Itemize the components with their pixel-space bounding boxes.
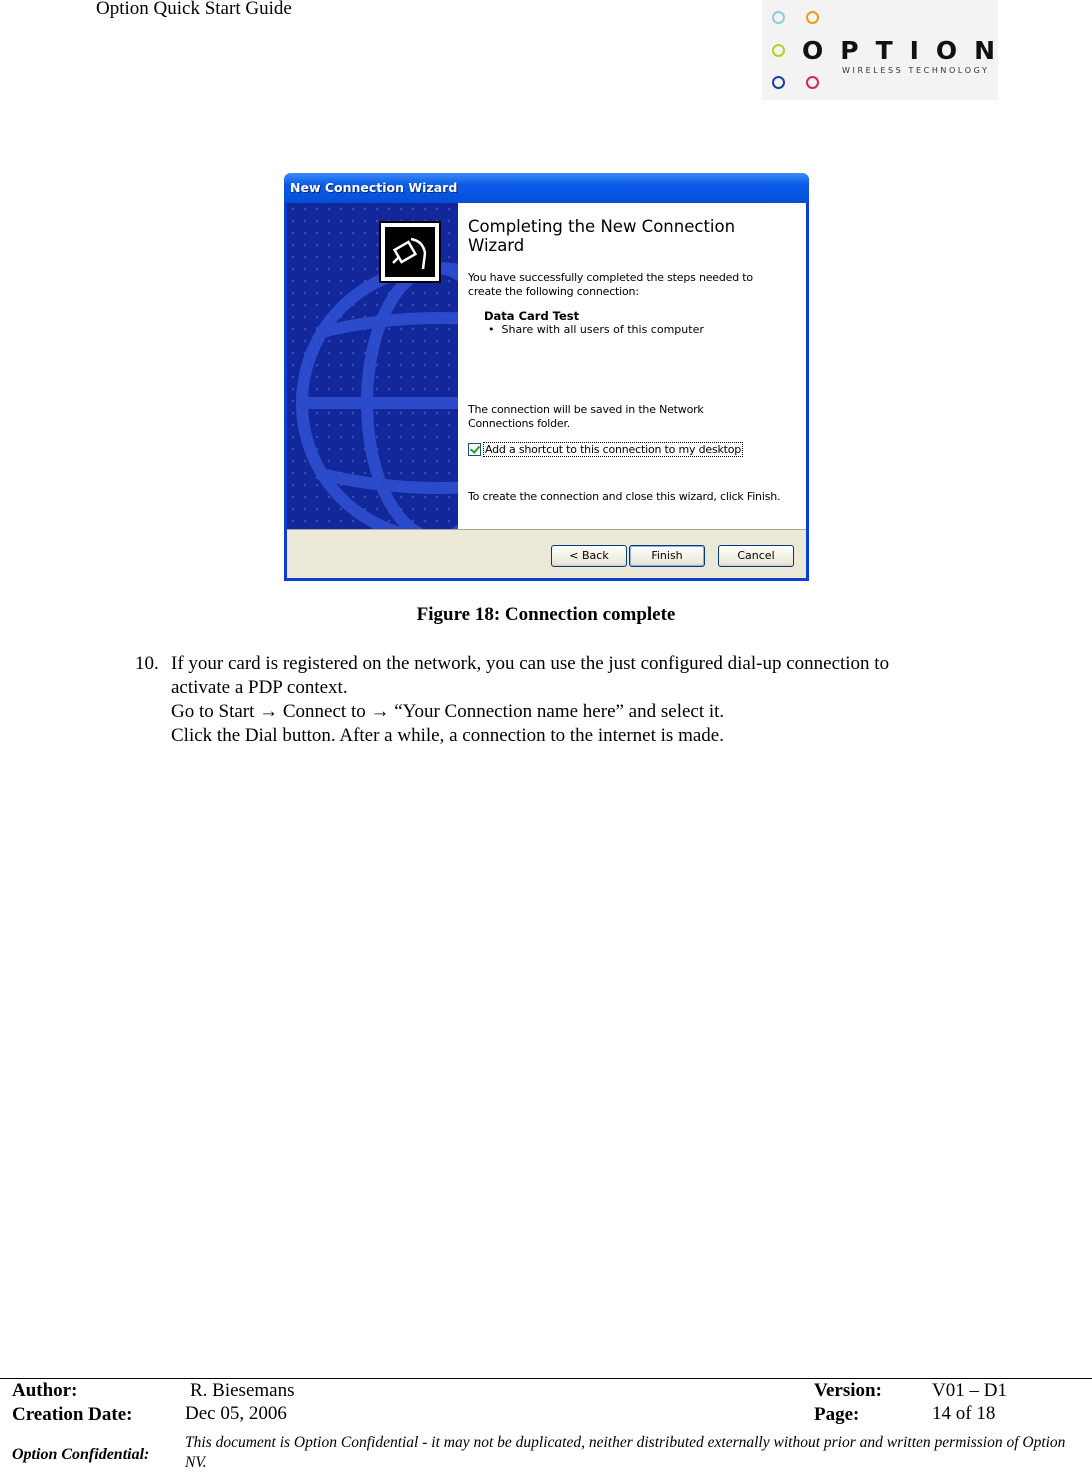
logo-wordmark: OPTION: [802, 36, 1013, 65]
step-line: If your card is registered on the network, you can use the just configured dial-up connection to: [171, 653, 890, 674]
new-connection-wizard-dialog: [284, 173, 809, 581]
author-label: Author:: [12, 1380, 78, 1401]
version-value: V01 – D1: [932, 1380, 1007, 1401]
wizard-content: [458, 203, 806, 529]
step-line: activate a PDP context.: [171, 677, 348, 698]
dialog-title: New Connection Wizard: [290, 180, 458, 195]
step-line: Click the Dial button. After a while, a connection to the internet is made.: [171, 725, 724, 746]
logo-circle-icon: [772, 11, 785, 24]
wizard-side-panel: [287, 203, 458, 529]
page-value: 14 of 18: [932, 1403, 996, 1424]
logo-tagline: WIRELESS TECHNOLOGY: [842, 66, 990, 75]
finish-button[interactable]: Finish: [629, 545, 705, 567]
logo-circle-icon: [806, 11, 819, 24]
page-label: Page:: [814, 1404, 860, 1425]
step-line: Go to Start → Connect to → “Your Connection name here” and select it.: [171, 701, 725, 722]
confidential-label: Option Confidential:: [12, 1446, 150, 1463]
creation-date-value: Dec 05, 2006: [185, 1403, 287, 1424]
desktop-shortcut-label[interactable]: Add a shortcut to this connection to my desktop: [485, 443, 742, 456]
intro-text: You have successfully completed the steps needed to create the following connection:: [468, 271, 753, 298]
option-logo: [762, 0, 1013, 100]
connection-name: Data Card Test: [484, 309, 580, 323]
creation-date-label: Creation Date:: [12, 1404, 133, 1425]
network-cable-icon: [379, 221, 441, 283]
button-separator: [287, 529, 806, 530]
desktop-shortcut-checkbox[interactable]: [468, 443, 481, 456]
bullet-icon: •: [488, 323, 495, 336]
confidential-text: This document is Option Confidential - it may not be duplicated, neither distributed externally without prior and written permission of Option NV.: [185, 1434, 1066, 1471]
logo-circle-icon: [772, 76, 785, 89]
saved-text: The connection will be saved in the Network Connections folder.: [468, 403, 704, 430]
figure-caption: Figure 18: Connection complete: [416, 604, 676, 625]
document-title: Option Quick Start Guide: [96, 0, 292, 19]
author-value: R. Biesemans: [190, 1380, 295, 1401]
dialog-titlebar[interactable]: [284, 173, 809, 203]
share-bullet: [488, 323, 704, 336]
cancel-button[interactable]: Cancel: [718, 545, 794, 567]
wizard-heading: Completing the New Connection Wizard: [468, 217, 736, 255]
dialog-client-area: [287, 203, 806, 578]
version-label: Version:: [814, 1380, 882, 1401]
logo-circle-icon: [772, 44, 785, 57]
footer-rule: [0, 1378, 1092, 1379]
back-button[interactable]: < Back: [551, 545, 627, 567]
logo-circle-icon: [806, 76, 819, 89]
step-number: 10.: [135, 653, 159, 674]
finish-instruction: To create the connection and close this wizard, click Finish.: [468, 490, 781, 503]
share-text: Share with all users of this computer: [501, 323, 704, 336]
